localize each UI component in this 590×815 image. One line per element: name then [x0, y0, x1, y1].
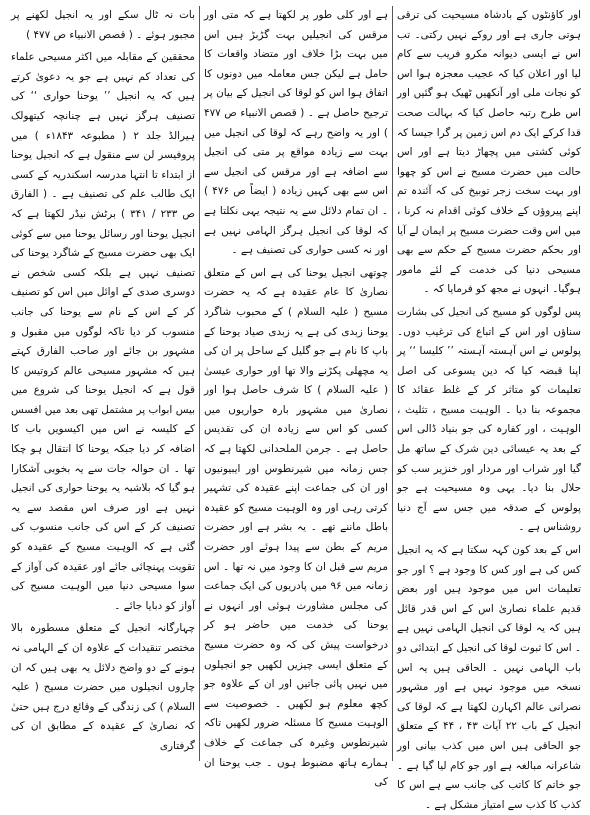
paragraph: محققین کے مقابلہ میں اکثر مسیحی علماء کی تعداد کم نہیں ہے جو یہ دعویٰ کرتے ہیں کہ یہ انجیل ’’ یوحنا حواری ‘‘ کی تصنیف ہرگز نہیں ہے چنانچہ کیتھولک ہیرالڈ جلد ۲ ( مطبوعہ ۱۸۴۳ء ) میں پروفیسر لن سے منقول ہے کہ انجیل یوحنا از ابتداء تا انتہا مدرسہ اسکندریہ کے کسی ایک طالب علم کی تصنیف ہے ۔ ( الفارق ص ۲۳۳ / ۳۴۱ ) برٹش نیڈر لکھتا ہے کہ انجیل یوحنا اور رسائل یوحنا میں سے کوئی ایک بھی حضرت مسیح کے شاگرد یوحنا کی تصنیف نہیں ہے بلکہ کسی شخص نے دوسری صدی کے اوائل میں اس کو تصنیف کر کے اس کے نام سے یوحنا کی جانب منسوب کر دیا تاکہ لوگوں میں مقبول و مشہور بن جائے اور صاحب الفارق کہتے ہیں کہ مشہور مسیحی عالم کروتیس کا قول ہے کہ انجیل یوحنا کی شروع میں بیس ابواب پر مشتمل تھی بعد میں افسس کے کلیسہ نے اس میں اکیسویں باب کا اضافہ کر دیا جبکہ یوحنا کا انتقال ہو چکا تھا ۔ ان حوالہ جات سے یہ بخوبی آشکارا ہو گیا کہ بلاشبہ یہ یوحنا حواری کی انجیل نہیں ہے اور صرف اس مقصد سے یہ تصنیف کر کے اس کی جانب منسوب کی گئی ہے کہ الوہیت مسیح کے عقیدہ کو تقویت پہنچائی جائے اور عقیدہ کی آواز کے سوا مسیحی دنیا میں الوہیت مسیح کی آواز کو دبایا جائے ۔: [11, 51, 195, 612]
text-columns: [6, 6, 584, 811]
paragraph: چوتھی انجیل یوحنا کی ہے اس کے متعلق نصاریٰ کا عام عقیدہ ہے کہ یہ حضرت مسیح ( علیہ السلام ) کے محبوب شاگرد یوحنا زبدی کی ہے یہ زبدی صیاد یوحنا کے باپ کا نام ہے جو گلیل کے ساحل پر ان کی یہ مچھلی پکڑنے والا تھا اور حواری عیسیٰ ( علیہ السلام ) کا شرف حاصل ہوا اور نصاریٰ میں مشہور بارہ حواریوں میں کسی کو اس سے زیادہ ان کی تقدیس حاصل ہے ۔ جرمن الملحدانی لکھتا ہے کہ جس زمانہ میں شیرنطوس اور ایبیونیوں اور ان کی جماعت اپنے عقیدہ کی تشہیر کرتی رہی اور وہ الوہیت مسیح کو عقیدہ باطل ماننے تھے ۔ یہ بشر ہے اور حضرت مریم کے بطن سے پیدا ہوئے اور حضرت مریم سے قبل ان کا وجود میں نہ تھا ۔ اس زمانہ میں ۹۶ میں پادریوں کی ایک جماعت کی مجلس مشاورت ہوئی اور انہوں نے یوحنا کی خدمت میں حاضر ہو کر درخواست پیش کی کہ وہ حضرت مسیح کے متعلق ایسی چیزیں لکھیں جو انجیلوں میں نہیں پائی جاتیں اور ان کے علاوہ جو کچھ معلوم ہو لکھیں ۔ خصوصیت سے الوہیت مسیح کا مسئلہ ضرور لکھیں تاکہ شیرنطوس وغیرہ کی جماعت کے خلاف ہمارے ہاتھ مضبوط ہوں ۔ جب یوحنا ان کی: [204, 266, 388, 789]
column-right: [394, 6, 584, 811]
column-middle: [201, 6, 391, 789]
paragraph: چہارگانہ انجیل کے متعلق مسطورہ بالا مختصر تنقیدات کے علاوہ ان کے الہامی نہ ہونے کے دو واضح دلائل یہ بھی ہیں کہ ان چاروں انجیلوں میں حضرت مسیح ( علیہ السلام ) کی زندگی کے وقائع درج ہیں حتیٰ کہ نصاریٰ کے عقیدہ کے مطابق ان کی گرفتاری: [11, 622, 195, 752]
paragraph: اس کے بعد کون کہہ سکتا ہے کہ یہ انجیل کس کی ہے اور کس کا وجود ہے ؟ اور جو تعلیمات اس میں موجود ہیں اور بعض قدیم علماء نصاریٰ اس کے اس قدر قائل ہیں کہ یہ لوقا کی انجیل الہامی نہیں ہے ۔ اس کا ثبوت لوقا کی انجیل کے ابتدائی دو باب الہامی نہیں ۔ الحاقی ہیں یہ اس نسخہ میں موجود نہیں ہے اور مشہور نصرانی عالم اکہارن لکھتا ہے کہ لوقا کی انجیل کے باب ۲۲ آیات ۴۳ ، ۴۴ کے متعلق جو الحاقی ہیں اس میں کذب بیانی اور شاعرانہ مبالغہ ہے اور جو کام لیا گیا ہے ۔ جو خاتم کا کاتب کی جانب سے ہے اس کا کذب کا کذب سے امتیاز مشکل ہے ۔: [397, 544, 581, 811]
paragraph: بات نہ ٹال سکے اور یہ انجیل لکھنے پر مجبور ہوئے ۔ ( قصص الانبیاء ص ۴۷۷ ): [11, 9, 195, 41]
paragraph: پس لوگوں کو مسیح کی انجیل کی بشارت سناؤں اور اس کے اتباع کی ترغیب دوں۔ پولوس نے اس آہستہ آہستہ ’’ کلیسا ‘‘ پر اپنا قبضہ کیا کہ دین یسوعی کی اصل تعلیمات کو متاثر کر کے غلط عقائد کا مجموعہ بنا دیا ۔ الوہیت مسیح ، تثلیث ، الوہیت ، اور کفارہ کی جو بنیاد ڈالی اس کے بعد یہ عیسائی دین شرک کے ساتھ مل گیا اور شراب اور مردار اور خنزیر سب کو حلال بنا دیا۔ یہی وہ مسیحیت ہے جو پولوس کے صدقہ میں جس سے آج دنیا روشناس ہے ۔: [397, 305, 581, 534]
column-left: [8, 6, 198, 761]
paragraph: ہے اور کلی طور پر لکھتا ہے کہ متی اور مرقس کی انجیلیں بہت گڑبڑ ہیں اس میں بہت بڑا خلاف اور متضاد واقعات کا حامل ہے لیکن جس معاملہ میں دونوں کا اتفاق ہوا اس کو لوقا کی انجیل کے بیان پر ترجیح حاصل ہے ۔ ( قصص الانبیاء ص ۴۷۷ ) اور یہ واضح رہے کہ لوقا کی انجیل میں بہت سے زیادہ مواقع پر متی کی انجیل سے اضافہ ہے اور مرقس کی انجیل سے اس سے بھی کہیں زیادہ ( ایضاً ص ۴۷۶ ) ۔ ان تمام دلائل سے یہ نتیجہ یہی نکلتا ہے کہ لوقا کی انجیل ہرگز الہامی نہیں ہے اور نہ کسی حواری کی تصنیف ہے ۔: [204, 9, 388, 257]
column-divider: [199, 6, 200, 761]
column-divider: [392, 6, 393, 761]
paragraph: اور کاؤنٹوں کے بادشاہ مسیحیت کی ترقی ہوتی جاری ہے اور روکے نہیں رکتی۔ تب اس نے ایسی دیوانہ مکرو فریب سے کام لیا اور اعلان کیا کہ عجیب معجزہ ہوا اس کو نجات ملی اور آنکھیں ٹھیک ہو گئیں اور اس طرح رتبہ حاصل کیا کہ بہالت صحت قدا کرکے ایک دم اس زمین پر گرا جیسا کہ کوئی کشتی میں پچھاڑ دیتا ہے اور اس حالت میں حضرت مسیح نے اس کو چھوا اور بہت سخت زجر توبیخ کی کہ آئندہ تم اپنے پیروؤں کے خلاف کوئی اقدام نہ کرنا ، میں اس وقت حضرت مسیح پر ایمان لے آیا اور بحکم حضرت مسیح کے حکم سے بھی مسیحی دنیا کی خدمت کے لئے مامور ہوگیا۔ انہوں نے مجھ کو فرمایا کہ ۔: [397, 9, 581, 296]
